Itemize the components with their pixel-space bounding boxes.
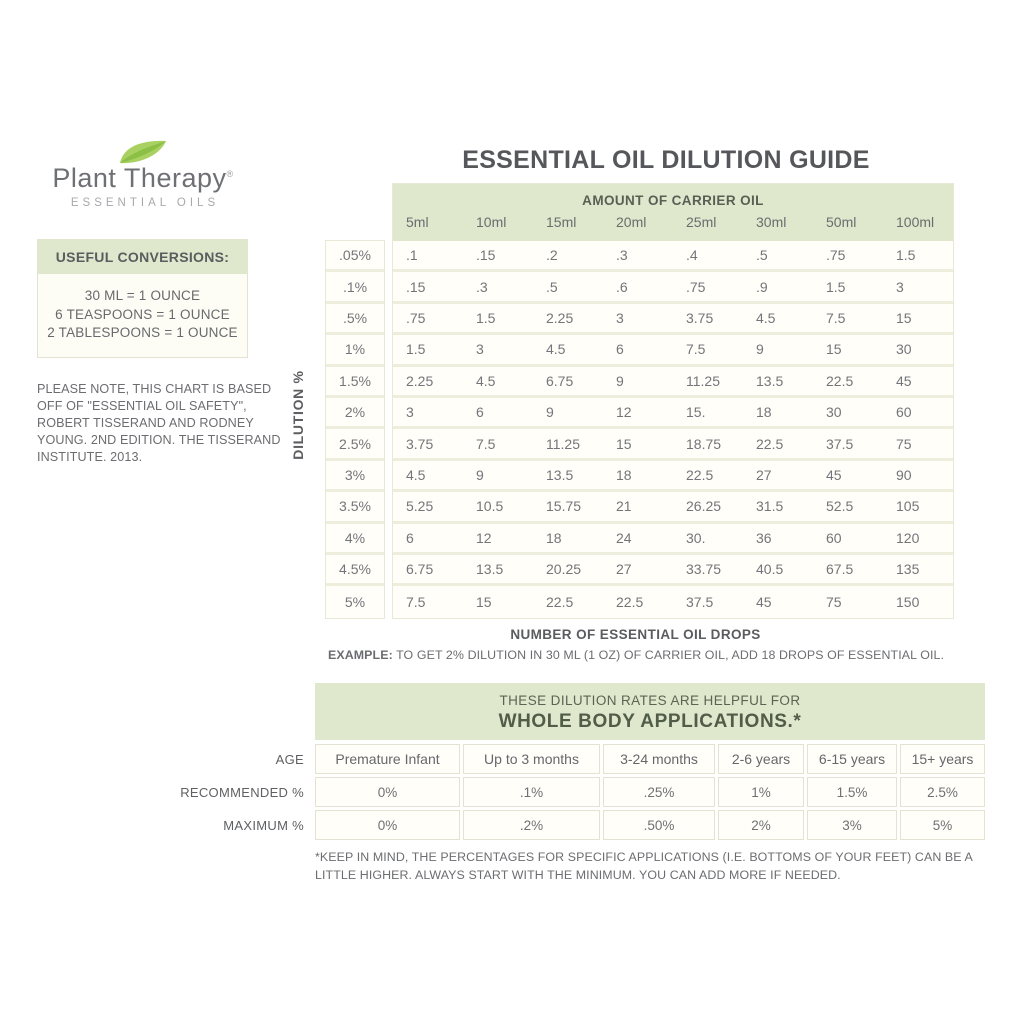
conversions-list — [37, 274, 248, 358]
age-cell: .2% — [463, 810, 600, 840]
dilution-row — [393, 304, 953, 335]
dilution-row-label: 4.5% — [326, 555, 384, 586]
dilution-cell: 36 — [756, 529, 772, 546]
conversion-item: 30 ML = 1 OUNCE — [84, 288, 201, 303]
age-cell: 0% — [315, 810, 460, 840]
whole-body-table — [107, 683, 985, 840]
dilution-cell: 10.5 — [476, 498, 504, 515]
leaf-icon — [50, 136, 236, 166]
conversions-title: USEFUL CONVERSIONS: — [37, 239, 248, 274]
example-label: EXAMPLE: — [327, 648, 393, 662]
dilution-cell: 12 — [616, 404, 632, 421]
brand-text: Plant Therapy — [52, 163, 227, 193]
dilution-cell: 15 — [896, 309, 912, 326]
dilution-cell: 20.25 — [546, 561, 582, 578]
dilution-cell: 31.5 — [756, 498, 784, 515]
carrier-oil-column-label: 25ml — [686, 214, 717, 230]
dilution-cell: 21 — [616, 498, 632, 515]
dilution-cell: .6 — [616, 278, 628, 295]
dilution-row — [393, 524, 953, 555]
dilution-cell: 37.5 — [826, 435, 854, 452]
dilution-cell: .5 — [546, 278, 558, 295]
dilution-cell: 60 — [896, 404, 912, 421]
dilution-cell: 7.5 — [826, 309, 846, 326]
age-cell: 2.5% — [900, 777, 985, 807]
dilution-cell: 22.5 — [686, 466, 714, 483]
dilution-cell: 75 — [896, 435, 912, 452]
dilution-cell: 7.5 — [406, 593, 426, 610]
dilution-cell: 67.5 — [826, 561, 854, 578]
registered-mark: ® — [226, 169, 234, 179]
dilution-cell: 9 — [756, 341, 764, 358]
dilution-cell: 13.5 — [756, 372, 784, 389]
dilution-row-label: 1.5% — [326, 367, 384, 398]
carrier-oil-column-label: 15ml — [546, 214, 577, 230]
age-table-row — [107, 777, 985, 807]
dilution-cell: 30 — [896, 341, 912, 358]
age-cell: 1.5% — [807, 777, 897, 807]
conversion-item: 6 TEASPOONS = 1 OUNCE — [55, 306, 230, 322]
dilution-cell: 2.25 — [546, 309, 574, 326]
dilution-cell: .9 — [756, 278, 768, 295]
dilution-cell: 150 — [896, 593, 920, 610]
dilution-cell: 15.75 — [546, 498, 582, 515]
drops-footer: NUMBER OF ESSENTIAL OIL DROPS — [510, 627, 761, 642]
dilution-cell: .2 — [546, 247, 558, 264]
dilution-cell: 45 — [756, 593, 772, 610]
example-line — [285, 648, 987, 662]
age-cell: Premature Infant — [315, 744, 460, 774]
dilution-cell: 4.5 — [406, 466, 426, 483]
dilution-cell: .3 — [476, 278, 488, 295]
dilution-cell: 120 — [896, 529, 920, 546]
dilution-cell: 11.25 — [686, 372, 720, 389]
dilution-cell: 27 — [616, 561, 632, 578]
carrier-oil-columns — [393, 214, 953, 230]
dilution-cell: .15 — [406, 278, 426, 295]
dilution-cell: 6 — [616, 341, 624, 358]
dilution-cell: 24 — [616, 529, 632, 546]
whole-body-header — [315, 683, 985, 740]
dilution-cell: 1.5 — [406, 341, 426, 358]
dilution-cell: 45 — [896, 372, 912, 389]
page-title: ESSENTIAL OIL DILUTION GUIDE — [462, 146, 870, 174]
brand-tagline: ESSENTIAL OILS — [70, 197, 220, 209]
dilution-row — [393, 461, 953, 492]
dilution-cell: 3 — [476, 341, 484, 358]
dilution-cell: 27 — [756, 466, 772, 483]
dilution-cell: 15 — [476, 593, 492, 610]
dilution-cell: 1.5 — [826, 278, 846, 295]
dilution-cell: 26.25 — [686, 498, 722, 515]
dilution-cell: .75 — [826, 247, 846, 264]
carrier-oil-title: AMOUNT OF CARRIER OIL — [582, 193, 764, 208]
dilution-cell: 37.5 — [686, 593, 714, 610]
dilution-rows — [393, 241, 953, 618]
dilution-cell: 7.5 — [476, 435, 496, 452]
dilution-label-column — [325, 240, 385, 619]
dilution-cell: 22.5 — [756, 435, 784, 452]
age-cell: 1% — [718, 777, 804, 807]
dilution-row — [393, 272, 953, 303]
dilution-cell: .4 — [686, 247, 698, 264]
dilution-cell: 9 — [616, 372, 624, 389]
whole-body-header-line1: THESE DILUTION RATES ARE HELPFUL FOR — [499, 693, 801, 708]
dilution-cell: 4.5 — [756, 309, 776, 326]
dilution-row — [393, 367, 953, 398]
dilution-cell: .75 — [686, 278, 706, 295]
age-cell: 0% — [315, 777, 460, 807]
age-cell: 3-24 months — [603, 744, 715, 774]
brand-name — [50, 163, 236, 194]
dilution-cell: 135 — [896, 561, 920, 578]
dilution-cell: 5.25 — [406, 498, 434, 515]
dilution-cell: 12 — [476, 529, 492, 546]
carrier-oil-header — [393, 184, 953, 241]
age-cell: 15+ years — [900, 744, 985, 774]
dilution-row-label: 3% — [326, 461, 384, 492]
dilution-cell: 6.75 — [406, 561, 434, 578]
dilution-cell: 45 — [826, 466, 842, 483]
age-cell: .1% — [463, 777, 600, 807]
dilution-cell: 105 — [896, 498, 920, 515]
dilution-row — [393, 429, 953, 460]
age-cell: .25% — [603, 777, 715, 807]
dilution-cell: 22.5 — [616, 593, 644, 610]
carrier-oil-column-label: 20ml — [616, 214, 647, 230]
dilution-cell: 6.75 — [546, 372, 574, 389]
dilution-row — [393, 241, 953, 272]
dilution-cell: 15 — [616, 435, 632, 452]
dilution-cell: 18 — [756, 404, 772, 421]
age-cell: 5% — [900, 810, 985, 840]
age-table-row — [107, 810, 985, 840]
dilution-row-label: .5% — [326, 304, 384, 335]
dilution-cell: 9 — [546, 404, 554, 421]
dilution-cell: 2.25 — [406, 372, 434, 389]
dilution-row-label: .05% — [326, 241, 384, 272]
carrier-oil-column-label: 5ml — [406, 214, 429, 230]
example-text: TO GET 2% DILUTION IN 30 ML (1 OZ) OF CARRIER OIL, ADD 18 DROPS OF ESSENTIAL OIL. — [392, 648, 945, 662]
dilution-axis-label: DILUTION % — [290, 370, 306, 460]
dilution-cell: 30. — [686, 529, 706, 546]
dilution-cell: 18.75 — [686, 435, 722, 452]
dilution-cell: 4.5 — [476, 372, 496, 389]
plant-therapy-logo — [50, 136, 236, 209]
dilution-cell: 6 — [406, 529, 414, 546]
age-row-label: RECOMMENDED % — [180, 784, 304, 800]
dilution-cell: .75 — [406, 309, 426, 326]
dilution-data-area — [392, 183, 954, 619]
dilution-row — [393, 492, 953, 523]
dilution-cell: 3 — [896, 278, 904, 295]
dilution-cell: 60 — [826, 529, 842, 546]
dilution-cell: 75 — [826, 593, 842, 610]
whole-body-header-line2: WHOLE BODY APPLICATIONS.* — [498, 711, 802, 732]
age-table-rows — [107, 744, 985, 840]
age-cell: .50% — [603, 810, 715, 840]
dilution-cell: 22.5 — [546, 593, 574, 610]
dilution-row-label: 3.5% — [326, 492, 384, 523]
dilution-cell: .15 — [476, 247, 496, 264]
dilution-cell: 13.5 — [546, 466, 574, 483]
dilution-cell: 18 — [616, 466, 632, 483]
dilution-row — [393, 398, 953, 429]
dilution-cell: 90 — [896, 466, 912, 483]
dilution-cell: .3 — [616, 247, 628, 264]
dilution-cell: .5 — [756, 247, 768, 264]
dilution-row — [393, 586, 953, 617]
dilution-cell: 13.5 — [476, 561, 504, 578]
age-table-row — [107, 744, 985, 774]
dilution-row-label: 1% — [326, 335, 384, 366]
dilution-cell: 1.5 — [896, 247, 916, 264]
dilution-row — [393, 335, 953, 366]
dilution-cell: 52.5 — [826, 498, 854, 515]
age-cell: 2% — [718, 810, 804, 840]
dilution-cell: 3.75 — [406, 435, 434, 452]
age-cell: 3% — [807, 810, 897, 840]
dilution-row-label: 4% — [326, 524, 384, 555]
dilution-row-label: 2% — [326, 398, 384, 429]
dilution-cell: 3 — [406, 404, 414, 421]
dilution-row-label: 5% — [344, 593, 366, 610]
age-cell: 6-15 years — [807, 744, 897, 774]
dilution-cell: 30 — [826, 404, 842, 421]
dilution-cell: 7.5 — [686, 341, 706, 358]
dilution-cell: 4.5 — [546, 341, 566, 358]
dilution-cell: .1 — [406, 247, 418, 264]
dilution-cell: 3 — [616, 309, 624, 326]
dilution-cell: 6 — [476, 404, 484, 421]
carrier-oil-column-label: 10ml — [476, 214, 507, 230]
dilution-row-label: .1% — [326, 272, 384, 303]
dilution-cell: 15. — [686, 404, 706, 421]
useful-conversions-box — [37, 239, 248, 358]
source-note: PLEASE NOTE, THIS CHART IS BASED OFF OF "ESSENTIAL OIL SAFETY", ROBERT TISSERAND AND RODNEY YOUNG. 2ND EDITION. THE TISSERAND INSTITUTE. 2013. — [37, 382, 281, 464]
dilution-cell: 1.5 — [476, 309, 496, 326]
dilution-cell: 3.75 — [686, 309, 714, 326]
dilution-cell: 22.5 — [826, 372, 854, 389]
age-cell: 2-6 years — [718, 744, 804, 774]
dilution-cell: 9 — [476, 466, 484, 483]
dilution-cell: 11.25 — [546, 435, 580, 452]
dilution-cell: 18 — [546, 529, 562, 546]
footnote: *KEEP IN MIND, THE PERCENTAGES FOR SPECIFIC APPLICATIONS (I.E. BOTTOMS OF YOUR FEET) CAN BE A LITTLE HIGHER. ALWAYS START WITH THE MINIMUM. YOU CAN ADD MORE IF NEEDED. — [315, 850, 973, 882]
dilution-cell: 40.5 — [756, 561, 784, 578]
dilution-cell: 15 — [826, 341, 842, 358]
carrier-oil-column-label: 50ml — [826, 214, 857, 230]
dilution-table — [325, 183, 954, 619]
carrier-oil-column-label: 30ml — [756, 214, 787, 230]
age-cell: Up to 3 months — [463, 744, 600, 774]
dilution-row — [393, 555, 953, 586]
dilution-row-label: 2.5% — [326, 429, 384, 460]
dilution-cell: 33.75 — [686, 561, 722, 578]
age-row-label: MAXIMUM % — [223, 817, 304, 833]
age-row-label: AGE — [275, 751, 304, 767]
carrier-oil-column-label: 100ml — [896, 214, 935, 230]
conversion-item: 2 TABLESPOONS = 1 OUNCE — [47, 325, 238, 341]
